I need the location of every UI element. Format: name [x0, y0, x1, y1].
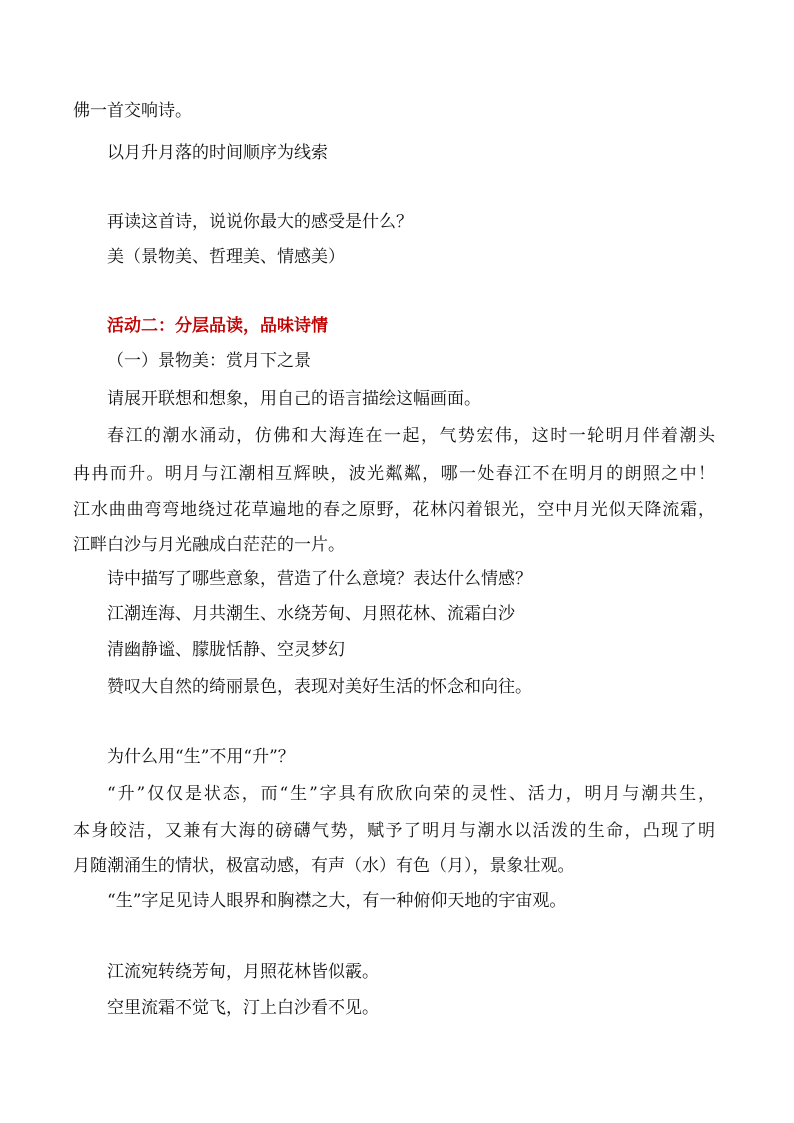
poem-line: 空里流霜不觉飞，汀上白沙看不见。 [107, 998, 379, 1018]
subsection-heading: （一）景物美：赏月下之景 [107, 351, 311, 371]
text-line: 美（景物美、哲理美、情感美） [107, 247, 345, 267]
text-line: 诗中描写了哪些意象，营造了什么意境？表达什么情感？ [107, 569, 532, 589]
text-line: 春江的潮水涌动，仿佛和大海连在一起，气势宏伟，这时一轮明月伴着潮头 [107, 426, 715, 446]
text-line: 佛一首交响诗。 [73, 101, 192, 121]
text-line: 以月升月落的时间顺序为线索 [107, 143, 328, 163]
text-line: 江水曲曲弯弯地绕过花草遍地的春之原野，花林闪着银光，空中月光似天降流霜， [73, 500, 715, 520]
text-line: 月随潮涌生的情状，极富动感，有声（水）有色（月），景象壮观。 [73, 856, 575, 876]
text-line: “生”字足见诗人眼界和胸襟之大，有一种俯仰天地的宇宙观。 [107, 891, 567, 911]
text-line: 江潮连海、月共潮生、水绕芳甸、月照花林、流霜白沙 [107, 604, 515, 624]
poem-line: 江流宛转绕芳甸，月照花林皆似霰。 [107, 962, 379, 982]
text-line: 为什么用“生”不用“升”？ [107, 747, 295, 767]
section-heading: 活动二：分层品读，品味诗情 [107, 316, 328, 336]
text-line: 请展开联想和想象，用自己的语言描绘这幅画面。 [107, 389, 481, 409]
text-line: 再读这首诗，说说你最大的感受是什么？ [107, 212, 413, 232]
text-line: 赞叹大自然的绮丽景色，表现对美好生活的怀念和向往。 [107, 677, 532, 697]
text-line: 清幽静谧、朦胧恬静、空灵梦幻 [107, 640, 345, 660]
text-line: 本身皎洁，又兼有大海的磅礴气势，赋予了明月与潮水以活泼的生命，凸现了明 [73, 821, 715, 841]
text-line: 冉冉而升。明月与江潮相互辉映，波光粼粼，哪一处春江不在明月的朗照之中！ [73, 464, 715, 484]
text-line: “升”仅仅是状态，而“生”字具有欣欣向荣的灵性、活力，明月与潮共生， [107, 784, 715, 804]
text-line: 江畔白沙与月光融成白茫茫的一片。 [73, 535, 345, 555]
